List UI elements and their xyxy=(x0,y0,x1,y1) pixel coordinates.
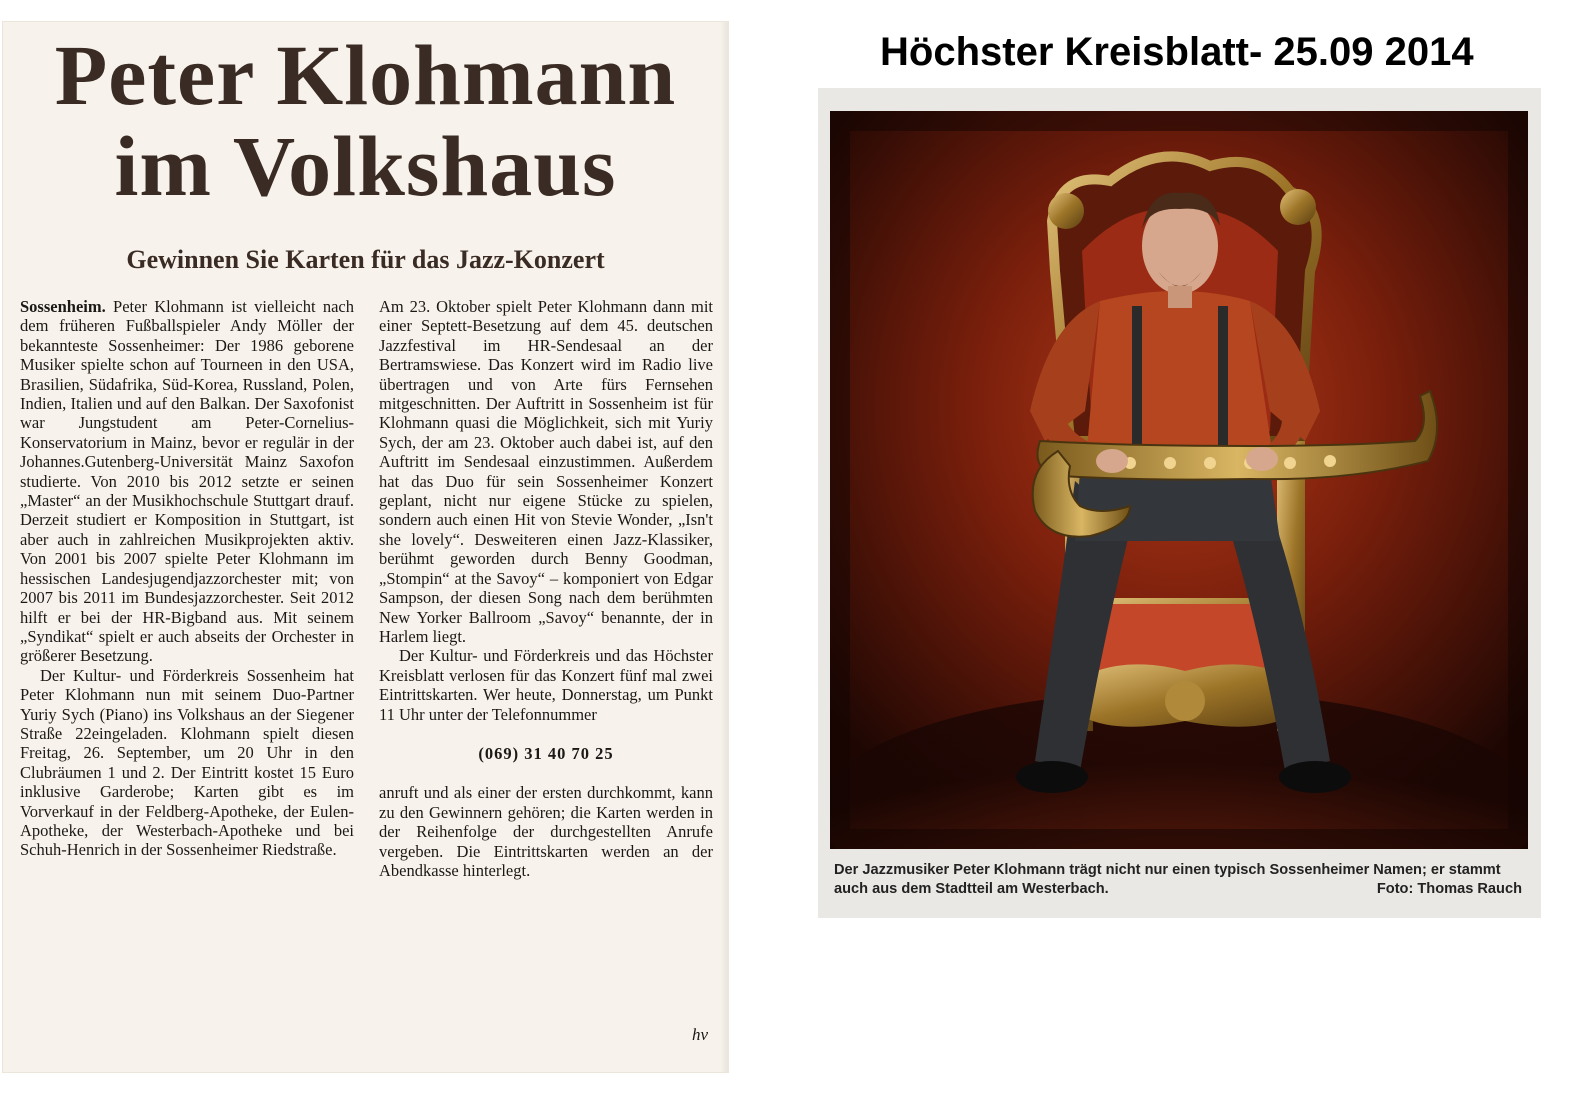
photo-caption: Der Jazzmusiker Peter Klohmann trägt nicht nur einen typisch Sossenheimer Namen; er stammt auch aus dem Stadtteil am Westerbach. xyxy=(834,862,1501,897)
article-paragraph: Der Kultur- und Förderkreis Sossenheim hat Peter Klohmann nun mit seinem Duo-Partner Yuriy Sych (Piano) ins Volkshaus an der Siegener Straße 22eingeladen. Klohmann spielt diesen Freitag, 26. September, um 20 Uhr in den Clubräumen 1 und 2. Der Eintritt kostet 15 Euro inklusive Garderobe; Karten gibt es im Vorverkauf in der Feldberg-Apotheke, der Eulen-Apotheke, der Westerbach-Apotheke und bei Schuh-Henrich in der Sossenheimer Riedstraße. xyxy=(20,665,354,860)
source-label: Höchster Kreisblatt- 25.09 2014 xyxy=(880,30,1474,74)
saxophonist-photo xyxy=(830,111,1528,849)
photo-credit: Foto: Thomas Rauch xyxy=(1376,881,1522,897)
dateline: Sossenheim. xyxy=(20,297,106,316)
paragraph-text: Peter Klohmann ist vielleicht nach dem früheren Fußballspieler Andy Möller der bekannteste Sossenheimer: Der 1986 geborene Musiker spielte schon auf Tourneen in den USA, Brasilien, Südafrika, Süd-Korea, Russland, Polen, Indien, Italien und auf den Balkan. Der Saxofonist war Jungstudent am Peter-Cornelius-Konservatorium in Mainz, bevor er regulär in der Johannes.Gutenberg-Universität Mainz Saxofon studierte. Von 2010 bis 2012 setzte er seinen „Master“ an der Musikhochschule Stuttgart drauf. Derzeit studiert er Komposition in Stuttgart, ist aber auch in zahlreichen Musikprojekten aktiv. Von 2001 bis 2007 spielte Peter Klohmann im hessischen Landesjugendjazzorchester mit; von 2007 bis 2011 im Bundesjazzorchester. Seit 2012 hilft er bei der HR-Bigband aus. Mit seinem „Syndikat“ spielt er auch abseits der Orchester in größerer Besetzung. xyxy=(20,297,354,666)
article-paragraph xyxy=(20,297,354,666)
photo-clipping xyxy=(818,88,1541,918)
article-column-1 xyxy=(20,297,354,860)
headline-line-1: Peter Klohmann xyxy=(54,27,677,123)
headline-line-2: im Volkshaus xyxy=(114,118,617,214)
phone-number: (069) 31 40 70 25 xyxy=(478,743,614,763)
article-headline xyxy=(3,27,728,214)
article-paragraph: anruft und als einer der ersten durchkommt, kann zu den Gewinnern gehören; die Karten werden in der Reihenfolge der durchgestellten Anrufe vergeben. Die Eintrittskarten werden an der Abendkasse hinterlegt. xyxy=(379,783,713,880)
article-clipping xyxy=(3,22,728,1072)
article-subheadline: Gewinnen Sie Karten für das Jazz-Konzert xyxy=(126,245,605,274)
author-signature: hv xyxy=(691,1025,708,1044)
photo-illustration xyxy=(830,111,1528,849)
article-paragraph: Der Kultur- und Förderkreis und das Höchster Kreisblatt verlosen für das Konzert fünf mal zwei Eintrittskarten. Wer heute, Donnerstag, um Punkt 11 Uhr unter der Telefonnummer xyxy=(379,646,713,724)
article-paragraph: Am 23. Oktober spielt Peter Klohmann dann mit einer Septett-Besetzung auf dem 45. deutschen Jazzfestival im HR-Sendesaal an der Bertramswiese. Das Konzert wird im Radio live übertragen und von Arte fürs Fernsehen mitgeschnitten. Der Auftritt in Sossenheim ist für Klohmann quasi die Möglichkeit, sich mit Yuriy Sych, der am 23. Oktober auch dabei ist, auf den Auftritt im Sendesaal einzustimmen. Außerdem hat das Duo für sein Sossenheimer Konzert geplant, nicht nur eigene Stücke zu spielen, sondern auch einen Hit von Stevie Wonder, „Isn't she lovely“. Desweiteren einen Jazz-Klassiker, berühmt geworden durch Benny Goodman, „Stompin“ at the Savoy“ – komponiert von Edgar Sampson, der diesen Song nach dem berühmten New Yorker Ballroom „Savoy“ benannte, der in Harlem liegt. xyxy=(379,297,713,646)
article-column-2 xyxy=(379,297,713,880)
photo-caption-block xyxy=(834,861,1522,899)
